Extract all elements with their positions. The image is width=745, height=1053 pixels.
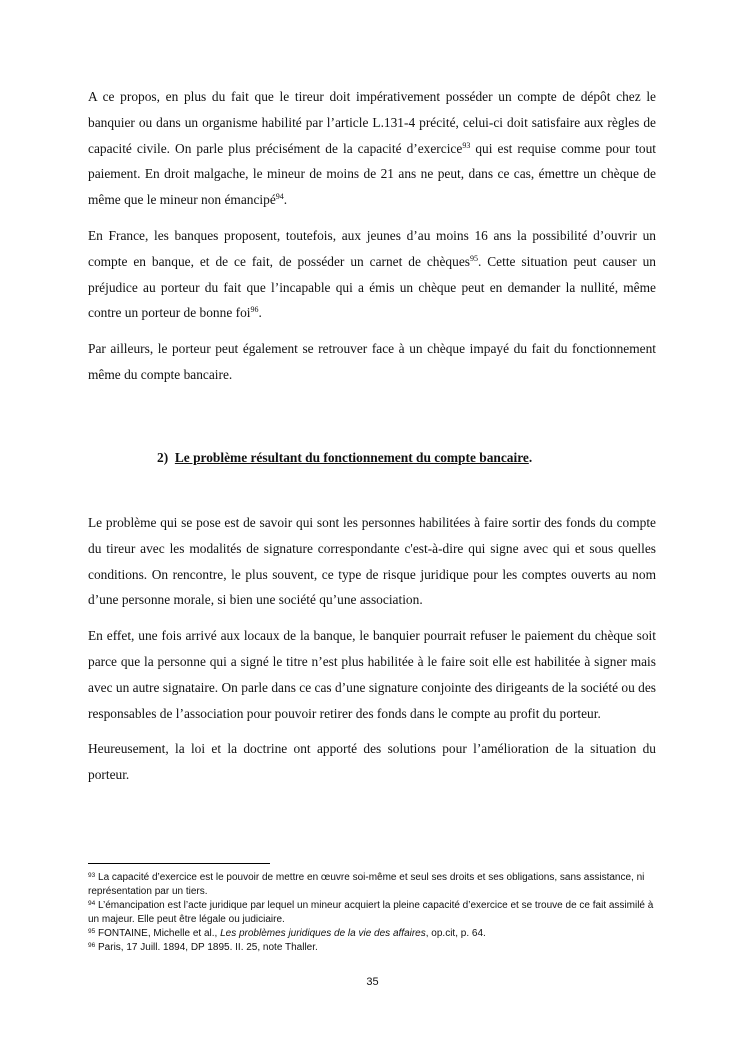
paragraph <box>88 510 656 613</box>
page-number: 35 <box>366 976 379 988</box>
paragraph <box>88 623 656 726</box>
paragraph <box>88 336 656 388</box>
footnote <box>88 871 658 899</box>
section-heading-period: . <box>528 450 533 465</box>
footnote-ref: 96 <box>250 305 259 315</box>
text-run: . Cette situation peut causer un préjudice au porteur du fait que l’incapable qui a émis un chèque peut en demander la nullité, même contre un porteur de bonne foi <box>88 253 656 321</box>
footnote-separator <box>88 863 270 864</box>
section-heading <box>157 450 532 466</box>
footnote-ref: 96 <box>88 942 96 949</box>
text-run: En France, les banques proposent, toutefois, aux jeunes d’au moins 16 ans la possibilité d’ouvrir un compte en banque, et de ce fait, de posséder un carnet de chèques <box>88 227 656 269</box>
footnote-ref: 94 <box>88 900 96 907</box>
text-run: La capacité d’exercice est le pouvoir de mettre en œuvre soi-même et seul ses droits et ses obligations, sans assistance, ni représentation par un tiers. <box>88 872 645 897</box>
paragraph <box>88 84 656 213</box>
footnote-ref: 94 <box>275 192 284 202</box>
footnote <box>88 899 658 927</box>
body-text-bottom <box>88 510 656 798</box>
footnote <box>88 927 658 941</box>
paragraph <box>88 736 656 788</box>
text-run: Par ailleurs, le porteur peut également se retrouver face à un chèque impayé du fait du fonctionnement même du compte bancaire. <box>88 341 656 382</box>
text-run: FONTAINE, Michelle et al., <box>95 928 221 939</box>
text-run: Heureusement, la loi et la doctrine ont apporté des solutions pour l’amélioration de la situation du porteur. <box>88 741 656 783</box>
text-run: . <box>283 192 288 208</box>
footnote <box>88 941 658 955</box>
footnote-ref: 93 <box>462 140 471 150</box>
text-run: En effet, une fois arrivé aux locaux de la banque, le banquier pourrait refuser le paiement du chèque soit parce que la personne qui a signé le titre n’est plus habilitée à le faire soit elle est habilitée à signer mais avec un autre signataire. On parle dans ce cas d’une signature conjointe des dirigeants de la société ou des responsables de l’association pour pouvoir retirer des fonds dans le compte au profit du porteur. <box>88 628 656 721</box>
text-run: , op.cit, p. 64. <box>425 928 486 939</box>
footnote-ref: 95 <box>88 928 96 935</box>
text-run: qui est requise comme pour tout paiement. En droit malgache, le mineur de moins de 21 ans ne peut, dans ce cas, émettre un chèque de même que le mineur non émancipé <box>88 140 656 208</box>
italic-text: Les problèmes juridiques de la vie des affaires <box>220 928 426 939</box>
section-number: 2) <box>157 450 169 465</box>
text-run: L’émancipation est l’acte juridique par lequel un mineur acquiert la pleine capacité d’exercice et se trouve de ce fait assimilé à un majeur. Elle peut être légale ou judiciaire. <box>88 900 654 925</box>
footnotes <box>88 871 658 955</box>
text-run: Paris, 17 Juill. 1894, DP 1895. II. 25, note Thaller. <box>95 942 318 953</box>
text-run: . <box>258 305 262 321</box>
text-run: A ce propos, en plus du fait que le tireur doit impérativement posséder un compte de dépôt chez le banquier ou dans un organisme habilité par l’article L.131-4 précité, celui-ci doit satisfaire aux règles de capacité civile. On parle plus précisément de la capacité d’exercice <box>88 89 656 156</box>
paragraph <box>88 223 656 326</box>
text-run: Le problème qui se pose est de savoir qui sont les personnes habilitées à faire sortir des fonds du compte du tireur avec les modalités de signature correspondante c'est-à-dire qui signe avec qui et sous quelles conditions. On rencontre, le plus souvent, ce type de risque juridique pour les comptes ouverts au nom d’une personne morale, si bien une société qu’une association. <box>88 515 656 608</box>
section-title: Le problème résultant du fonctionnement du compte bancaire <box>174 450 529 465</box>
footnote-ref: 95 <box>469 253 478 263</box>
body-text-top <box>88 84 656 398</box>
footnote-ref: 93 <box>88 872 96 879</box>
